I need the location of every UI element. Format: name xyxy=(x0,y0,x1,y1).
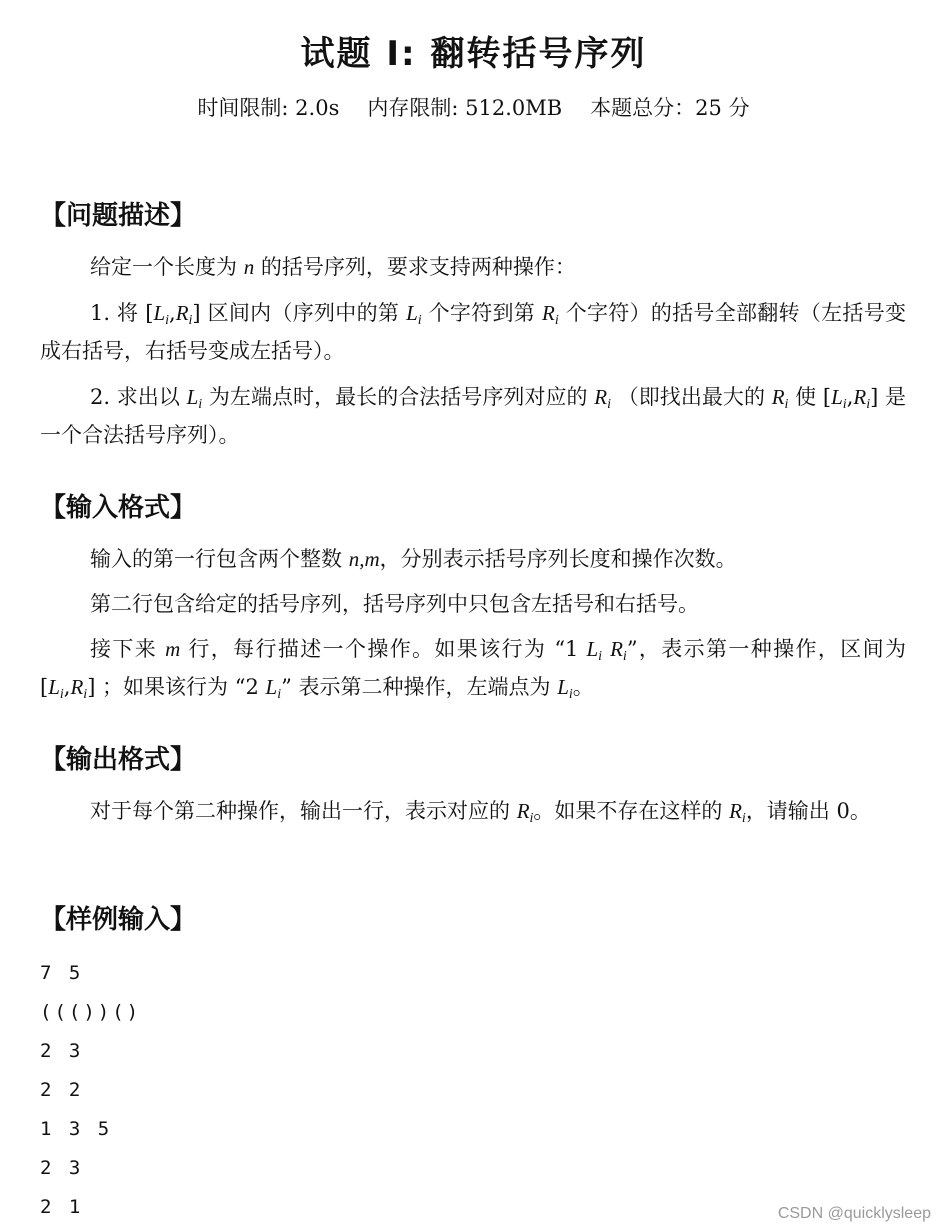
input-paragraph-2: 第二行包含给定的括号序列，括号序列中只包含左括号和右括号。 xyxy=(90,592,699,616)
time-limit: 时间限制: 2.0s xyxy=(197,96,340,120)
total-score: 本题总分：25 分 xyxy=(590,96,750,120)
sample-input-line: 2 1 xyxy=(40,1196,84,1218)
sample-input-heading: 【样例输入】 xyxy=(40,905,197,935)
problem-meta xyxy=(0,92,947,124)
sample-input-line: 2 3 xyxy=(40,1157,84,1179)
input-paragraph-3: 接下来 m 行，每行描述一个操作。如果该行为 “1 $L_i$ $R_i$”，表示第一种操作，区间为 $[L_i,R_i]$ ；如果该行为 “2 $L_i$” 表示第二种操作，左端点为 $L_i$。 xyxy=(40,637,906,702)
input-heading: 【输入格式】 xyxy=(40,493,197,523)
sample-input-line: 2 2 xyxy=(40,1079,84,1101)
problem-title: 试题 I: 翻转括号序列 xyxy=(300,34,647,74)
memory-limit: 内存限制: 512.0MB xyxy=(367,96,563,120)
sample-input-line: 2 3 xyxy=(40,1040,84,1062)
operation-2: 2. 求出以 $L_i$ 为左端点时，最长的合法括号序列对应的 $R_i$ （即找出最大的 $R_i$ 使 $[L_i,R_i]$ 是一个合法括号序列）。 xyxy=(40,385,907,447)
description-paragraph: 给定一个长度为 n 的括号序列，要求支持两种操作： xyxy=(90,255,576,279)
output-heading: 【输出格式】 xyxy=(40,745,197,775)
output-paragraph: 对于每个第二种操作，输出一行，表示对应的 $R_i$。如果不存在这样的 $R_i$，请输出 0。 xyxy=(90,799,871,826)
input-paragraph-1: 输入的第一行包含两个整数 n,m，分别表示括号序列长度和操作次数。 xyxy=(90,547,737,571)
description-heading: 【问题描述】 xyxy=(40,201,197,231)
sample-input-line: 1 3 5 xyxy=(40,1118,113,1140)
sample-input-line: 7 5 xyxy=(40,962,84,984)
operation-1: 1. 将 $[L_i,R_i]$ 区间内（序列中的第 $L_i$ 个字符到第 $R_i$ 个字符）的括号全部翻转（左括号变成右括号，右括号变成左括号）。 xyxy=(40,301,906,363)
sample-input-line: ((())() xyxy=(40,1001,142,1023)
watermark: CSDN @quicklysleep xyxy=(777,1205,931,1222)
